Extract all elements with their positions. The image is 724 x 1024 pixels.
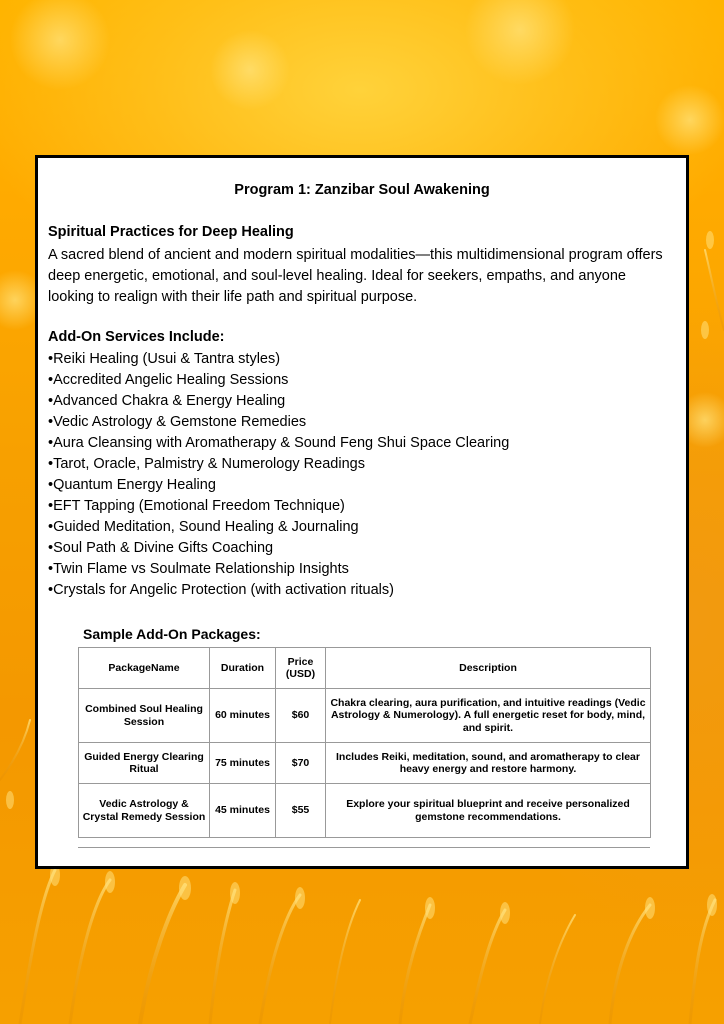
table-row	[79, 689, 651, 743]
package-name-cell: Combined Soul Healing Session	[79, 689, 210, 743]
list-item: • Soul Path & Divine Gifts Coaching	[48, 538, 509, 559]
program-title: Program 1: Zanzibar Soul Awakening	[234, 182, 490, 198]
header-package-name: PackageName	[79, 648, 210, 689]
table-row	[79, 743, 651, 784]
list-item: • Vedic Astrology & Gemstone Remedies	[48, 412, 509, 433]
description-cell: Includes Reiki, meditation, sound, and aromatherapy to clear heavy energy and restore harmony.	[326, 743, 651, 784]
table-header-row	[79, 648, 651, 689]
services-list	[48, 349, 509, 601]
list-item: • Twin Flame vs Soulmate Relationship Insights	[48, 559, 509, 580]
list-item: • Reiki Healing (Usui & Tantra styles)	[48, 349, 509, 370]
list-item: • Advanced Chakra & Energy Healing	[48, 391, 509, 412]
list-item: • EFT Tapping (Emotional Freedom Technique)	[48, 496, 509, 517]
intro-heading: Spiritual Practices for Deep Healing	[48, 224, 294, 240]
duration-cell: 60 minutes	[210, 689, 276, 743]
duration-cell: 75 minutes	[210, 743, 276, 784]
list-item: • Guided Meditation, Sound Healing & Journaling	[48, 517, 509, 538]
description-cell: Explore your spiritual blueprint and receive personalized gemstone recommendations.	[326, 784, 651, 838]
price-cell: $70	[276, 743, 326, 784]
list-item: • Tarot, Oracle, Palmistry & Numerology Readings	[48, 454, 509, 475]
table-row	[79, 784, 651, 838]
duration-cell: 45 minutes	[210, 784, 276, 838]
packages-heading: Sample Add-On Packages:	[83, 626, 261, 642]
services-heading: Add-On Services Include:	[48, 329, 225, 345]
packages-table	[78, 647, 651, 838]
header-price: Price (USD)	[276, 648, 326, 689]
description-cell: Chakra clearing, aura purification, and intuitive readings (Vedic Astrology & Numerology). A full energetic reset for body, mind, and spirit.	[326, 689, 651, 743]
list-item: • Crystals for Angelic Protection (with activation rituals)	[48, 580, 509, 601]
header-duration: Duration	[210, 648, 276, 689]
list-item: • Aura Cleansing with Aromatherapy & Sound Feng Shui Space Clearing	[48, 433, 509, 454]
divider	[78, 847, 650, 848]
price-cell: $55	[276, 784, 326, 838]
list-item: • Quantum Energy Healing	[48, 475, 509, 496]
list-item: • Accredited Angelic Healing Sessions	[48, 370, 509, 391]
program-card	[35, 155, 689, 869]
package-name-cell: Guided Energy Clearing Ritual	[79, 743, 210, 784]
header-description: Description	[326, 648, 651, 689]
intro-paragraph: A sacred blend of ancient and modern spiritual modalities—this multidimensional program offers deep energetic, emotional, and soul-level healing. Ideal for seekers, empaths, and anyone looking to realign with their life path and spiritual purpose.	[48, 247, 663, 305]
price-cell: $60	[276, 689, 326, 743]
package-name-cell: Vedic Astrology & Crystal Remedy Session	[79, 784, 210, 838]
